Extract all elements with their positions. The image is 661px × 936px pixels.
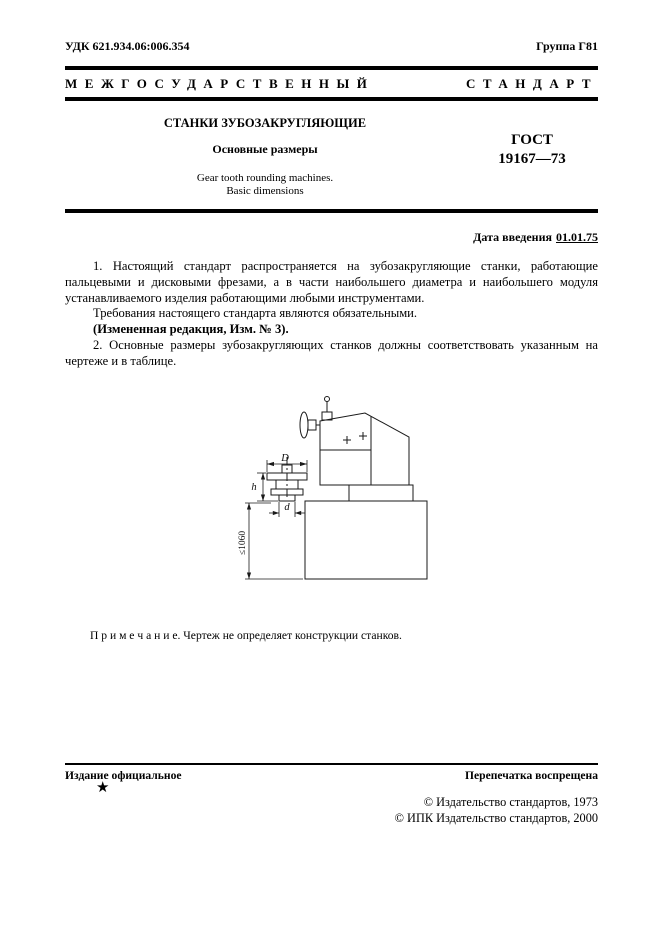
machine-outline [267, 397, 427, 580]
gost-designation [468, 131, 596, 169]
clause-2: 2. Основные размеры зубозакругляющих станков должны соответствовать указанным на чертеже и в таблице. [65, 337, 598, 368]
footer-row [65, 769, 598, 782]
standard-body [65, 259, 598, 370]
amendment-note: (Измененная редакция, Изм. № 3). [93, 322, 289, 337]
divider-rule-top [65, 66, 598, 70]
clause-1-requirements: Требования настоящего стандарта являются обязательными. [93, 306, 418, 321]
dim-label-h: h [251, 482, 257, 493]
star-icon: ★ [96, 780, 110, 796]
standard-title-en-line2: Basic dimensions [226, 185, 304, 197]
title-block [100, 116, 430, 198]
official-edition-label: Издание официальное [65, 769, 182, 782]
drawing-note: П р и м е ч а н и е. Чертеж не определяет конструкции станков. [90, 629, 402, 642]
standard-title-en-line1: Gear tooth rounding machines. [196, 172, 334, 184]
group-code: Группа Г81 [536, 39, 598, 53]
effective-date [473, 230, 598, 245]
standard-title-ru: СТАНКИ ЗУБОЗАКРУГЛЯЮЩИЕ [163, 116, 367, 130]
dim-label-D: D [281, 453, 289, 464]
knob-icon [325, 397, 330, 402]
standard-subtitle-ru: Основные размеры [212, 142, 318, 156]
effective-date-label: Дата введения [473, 230, 552, 244]
dimension-lines [245, 460, 307, 579]
handwheel-icon [300, 412, 308, 438]
machine-drawing [237, 393, 449, 595]
banner-word-1: МЕЖГОСУДАРСТВЕННЫЙ [65, 76, 375, 91]
copyright-block [395, 795, 598, 827]
banner-word-2: СТАНДАРТ [465, 76, 598, 91]
divider-rule-title [65, 209, 598, 213]
effective-date-value: 01.01.75 [556, 230, 598, 244]
gost-label: ГОСТ [511, 132, 553, 148]
udc-code: УДК 621.934.06:006.354 [65, 39, 190, 53]
clause-1: 1. Настоящий стандарт распространяется на зубозакругляющие станки, работающие пальцевыми и дисковыми фрезами, а в части наибольшего диаметра и наибольшего модуля устанавливаемого изделия работающими любыми инструментами. [65, 259, 598, 305]
copyright-line-1973: © Издательство стандартов, 1973 [423, 795, 598, 809]
standard-type-banner [65, 76, 598, 92]
standard-title-en [100, 172, 430, 198]
copyright-line-2000: © ИПК Издательство стандартов, 2000 [394, 810, 598, 825]
dimension-arrows [247, 462, 307, 579]
top-row [65, 39, 598, 54]
gost-number: 19167—73 [498, 151, 566, 167]
footer-rule [65, 763, 598, 765]
dimension-labels [238, 453, 290, 555]
divider-rule-banner [65, 97, 598, 101]
dim-label-max-height: ≤1060 [238, 530, 248, 556]
dim-label-d: d [284, 502, 290, 513]
reprint-prohibited-label: Перепечатка воспрещена [464, 769, 598, 782]
